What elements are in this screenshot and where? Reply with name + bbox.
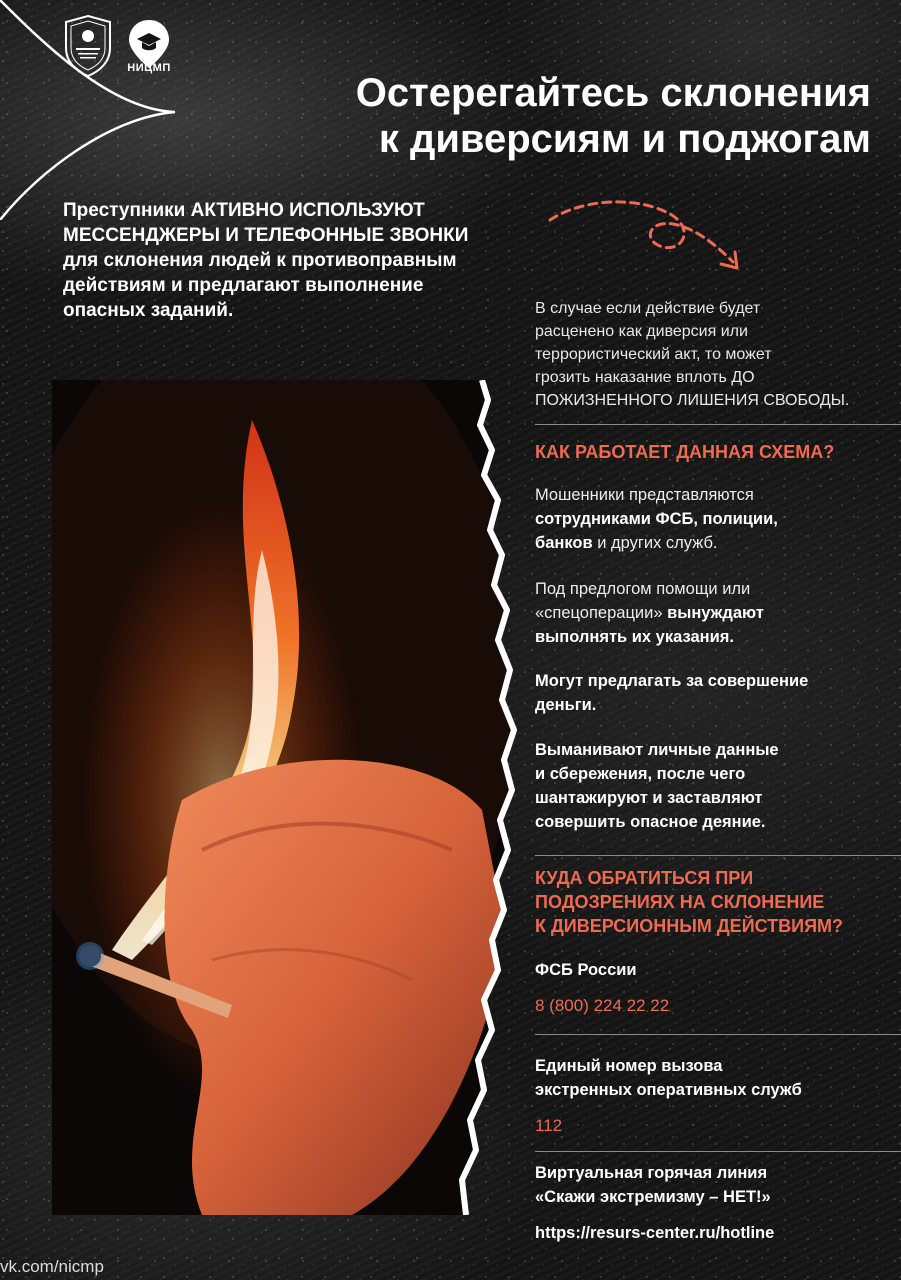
para-line: шантажируют и заставляют bbox=[535, 789, 763, 807]
para-line-rest: и других служб. bbox=[592, 534, 718, 552]
intro-line: МЕССЕНДЖЕРЫ И ТЕЛЕФОННЫЕ ЗВОНКИ bbox=[63, 225, 469, 246]
emergency-name-line: Единый номер вызова bbox=[535, 1057, 723, 1075]
scheme-paragraph-4 bbox=[535, 738, 895, 834]
para-line: Могут предлагать за совершение bbox=[535, 672, 809, 690]
intro-line: действиям и предлагают выполнение bbox=[63, 275, 424, 296]
divider bbox=[535, 424, 901, 425]
shield-emblem-icon bbox=[62, 14, 114, 78]
warning-line: В случае если действие будет bbox=[535, 300, 761, 317]
intro-text bbox=[63, 198, 553, 323]
intro-line: Преступники АКТИВНО ИСПОЛЬЗУЮТ bbox=[63, 200, 425, 221]
para-line-normal: «спецоперации» bbox=[535, 604, 668, 622]
burning-match-photo bbox=[52, 380, 522, 1215]
fsb-phone[interactable]: 8 (800) 224 22 22 bbox=[535, 996, 670, 1015]
contacts-heading-line: КУДА ОБРАТИТЬСЯ ПРИ bbox=[535, 868, 754, 888]
intro-line: опасных заданий. bbox=[63, 300, 234, 321]
page-title bbox=[231, 70, 871, 162]
para-line-bold: банков bbox=[535, 534, 593, 552]
para-line-bold: сотрудниками ФСБ, полиции, bbox=[535, 510, 778, 528]
para-line: Выманивают личные данные bbox=[535, 741, 779, 759]
divider bbox=[535, 1034, 901, 1035]
scheme-heading bbox=[535, 440, 901, 464]
contacts-heading-line: К ДИВЕРСИОННЫМ ДЕЙСТВИЯМ? bbox=[535, 916, 844, 936]
scheme-paragraph-2 bbox=[535, 577, 895, 649]
emergency-name bbox=[535, 1054, 895, 1102]
contacts-heading bbox=[535, 866, 901, 938]
fsb-name-text: ФСБ России bbox=[535, 961, 637, 979]
para-line-bold: выполнять их указания. bbox=[535, 628, 734, 646]
warning-line: ПОЖИЗНЕННОГО ЛИШЕНИЯ СВОБОДЫ. bbox=[535, 392, 850, 409]
nicmp-logo-label: НИЦМП bbox=[127, 62, 171, 74]
para-line: Под предлогом помощи или bbox=[535, 580, 751, 598]
hotline-name-line: Виртуальная горячая линия bbox=[535, 1164, 768, 1182]
title-line: к диверсиям и поджогам bbox=[378, 117, 871, 161]
emergency-name-line: экстренных оперативных служб bbox=[535, 1081, 802, 1099]
scheme-paragraph-3 bbox=[535, 669, 895, 717]
fsb-name bbox=[535, 958, 895, 982]
scheme-paragraph-1 bbox=[535, 483, 895, 555]
para-line: Мошенники представляются bbox=[535, 486, 754, 504]
warning-line: расценено как диверсия или bbox=[535, 323, 748, 340]
divider bbox=[535, 1151, 901, 1152]
intro-line: для склонения людей к противоправным bbox=[63, 250, 457, 271]
hotline-name bbox=[535, 1161, 895, 1209]
vk-link[interactable]: vk.com/nicmp bbox=[0, 1257, 104, 1276]
warning-line: террористический акт, то может bbox=[535, 346, 772, 363]
title-line: Остерегайтесь склонения bbox=[355, 71, 871, 115]
hotline-url[interactable]: https://resurs-center.ru/hotline bbox=[535, 1224, 775, 1242]
contacts-heading-line: ПОДОЗРЕНИЯХ НА СКЛОНЕНИЕ bbox=[535, 892, 825, 912]
para-line-bold: вынуждают bbox=[667, 604, 764, 622]
para-line: и сбережения, после чего bbox=[535, 765, 746, 783]
para-line: совершить опасное деяние. bbox=[535, 813, 766, 831]
divider bbox=[535, 855, 901, 856]
scheme-heading-text: КАК РАБОТАЕТ ДАННАЯ СХЕМА? bbox=[535, 442, 835, 462]
warning-text bbox=[535, 297, 895, 412]
warning-line: грозить наказание вплоть ДО bbox=[535, 369, 755, 386]
hotline-name-line: «Скажи экстремизму – НЕТ!» bbox=[535, 1188, 771, 1206]
emergency-phone[interactable]: 112 bbox=[535, 1116, 563, 1135]
para-line: деньги. bbox=[535, 696, 597, 714]
dashed-arrow-icon bbox=[545, 192, 755, 282]
